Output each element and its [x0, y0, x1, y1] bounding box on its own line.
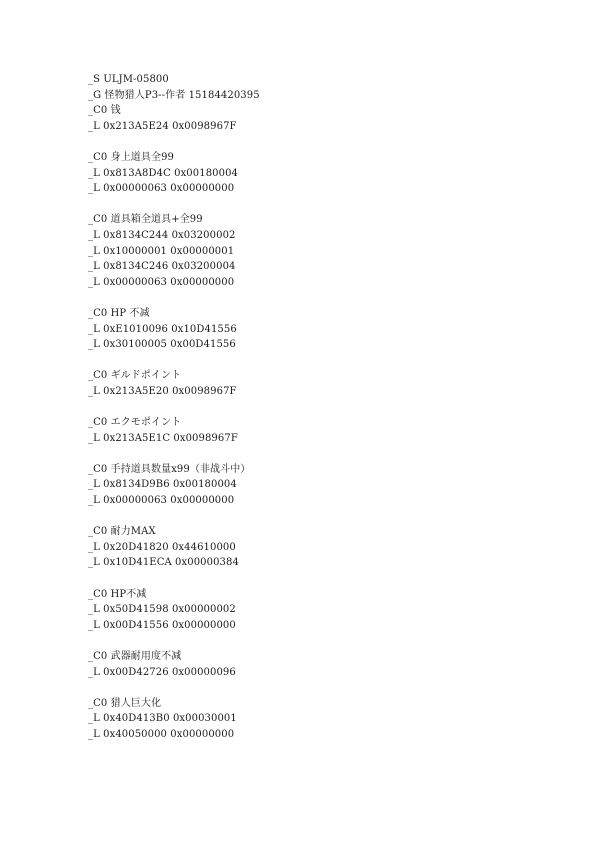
line-code-value: _L 0x40D413B0 0x00030001 — [88, 713, 237, 725]
line-code-title: _C0 耐力MAX — [88, 526, 156, 538]
line-code-title: _C0 HP 不减 — [88, 307, 150, 319]
line-code-value: _L 0x8134C246 0x03200004 — [88, 261, 236, 273]
line-game-serial: _S ULJM-05800 — [88, 74, 169, 85]
line-blank — [88, 446, 568, 462]
line-blank — [88, 353, 568, 369]
line-code-value: _L 0x213A5E1C 0x0098967F — [88, 432, 238, 444]
line-code-title: _C0 エクモポイント — [88, 417, 182, 429]
line-code-value: _L 0x10000001 0x00000001 — [88, 245, 235, 257]
line-code-value: _L 0x40050000 0x00000000 — [88, 728, 235, 740]
line-code-title: _C0 ギルドポイント — [88, 370, 182, 382]
line-blank — [88, 197, 568, 213]
line-code-title: _C0 身上道具全99 — [88, 151, 175, 163]
line-blank — [88, 290, 568, 306]
line-game-title: _G 怪物猎人P3--作者 15184420395 — [88, 89, 260, 101]
line-code-title: _C0 武器耐用度不减 — [88, 650, 182, 662]
cheat-code-listing — [88, 72, 568, 743]
line-code-value: _L 0x213A5E20 0x0098967F — [88, 385, 237, 397]
line-code-value: _L 0x20D41820 0x44610000 — [88, 541, 236, 553]
line-blank — [88, 509, 568, 525]
line-blank — [88, 571, 568, 587]
line-blank — [88, 633, 568, 649]
line-code-value: _L 0x213A5E24 0x0098967F — [88, 120, 237, 132]
line-code-value: _L 0x10D41ECA 0x00000384 — [88, 557, 239, 569]
line-blank — [88, 680, 568, 696]
line-code-title: _C0 猎人巨大化 — [88, 697, 162, 709]
line-code-value: _L 0x00D41556 0x00000000 — [88, 619, 236, 631]
line-code-value: _L 0x00000063 0x00000000 — [88, 495, 235, 507]
line-code-value: _L 0x813A8D4C 0x00180004 — [88, 167, 239, 179]
line-code-title: _C0 手持道具数量x99（非战斗中） — [88, 463, 251, 475]
line-code-title: _C0 HP不减 — [88, 588, 147, 600]
line-code-value: _L 0x00D42726 0x00000096 — [88, 666, 236, 678]
line-code-value: _L 0x00000063 0x00000000 — [88, 276, 235, 288]
line-code-title: _C0 道具箱全道具+全99 — [88, 214, 203, 226]
line-code-value: _L 0x8134D9B6 0x00180004 — [88, 479, 237, 491]
line-code-title: _C0 钱 — [88, 105, 121, 117]
line-code-value: _L 0x00000063 0x00000000 — [88, 183, 235, 195]
line-code-value: _L 0x8134C244 0x03200002 — [88, 229, 236, 241]
line-code-value: _L 0x30100005 0x00D41556 — [88, 339, 236, 351]
line-code-value: _L 0x50D41598 0x00000002 — [88, 604, 236, 616]
line-code-value: _L 0xE1010096 0x10D41556 — [88, 323, 237, 335]
line-blank — [88, 134, 568, 150]
line-blank — [88, 399, 568, 415]
